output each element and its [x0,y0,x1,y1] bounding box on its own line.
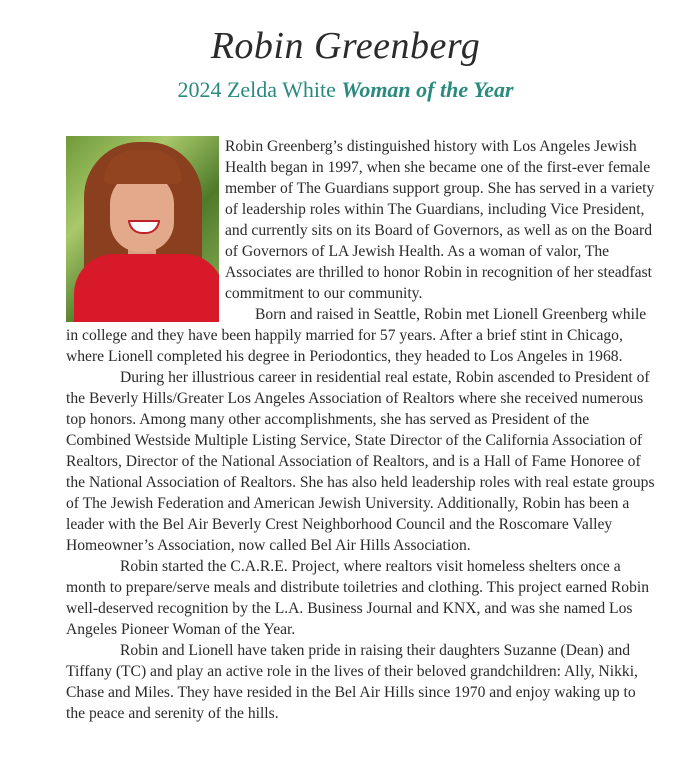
article-body [66,136,656,724]
paragraph-family: Robin and Lionell have taken pride in raising their daughters Suzanne (Dean) and Tiffany (TC) and play an active role in the lives of their beloved grandchildren: Ally, Nikki, Chase and Miles. They have resided in the Bel Air Hills since 1970 and enjoy waking up to the peace and serenity of the hills. [66,642,638,722]
paragraph-care-project: Robin started the C.A.R.E. Project, where realtors visit homeless shelters once a month to prepare/serve meals and distribute toiletries and clothing. This project earned Robin well-deserved recognition by the L.A. Business Journal and KNX, and was she named Los Angeles Pioneer Woman of the Year. [66,558,650,638]
award-subtitle [0,77,691,103]
photo-spacer [66,136,225,325]
paragraph-early-life: Born and raised in Seattle, Robin met Lionell Greenberg while in college and they have been happily married for 57 years. After a brief stint in Chicago, where Lionell completed his degree in Periodontics, they headed to Los Angeles in 1968. [66,306,647,365]
award-subtitle-prefix: 2024 Zelda White [177,77,342,102]
award-subtitle-emphasis: Woman of the Year [341,77,514,102]
paragraph-career: During her illustrious career in residential real estate, Robin ascended to President of the Beverly Hills/Greater Los Angeles Association of Realtors where she received numerous top honors. Among many other accomplishments, she has served as President of the Combined Westside Multiple Listing Service, State Director of the California Association of Realtors, Director of the National Association of Realtors, and is a Hall of Fame Honoree of the National Association of Realtors. She has also held leadership roles with real estate groups of The Jewish Federation and American Jewish University. Additionally, Robin has been a leader with the Bel Air Beverly Crest Neighborhood Council and the Roscomare Valley Homeowner’s Association, now called Bel Air Hills Association. [66,369,655,554]
paragraph-intro: Robin Greenberg’s distinguished history with Los Angeles Jewish Health began in 1997, when she became one of the first-ever female member of The Guardians support group. She has served in a variety of leadership roles within The Guardians, including Vice President, and currently sits on its Board of Governors, as well as on the Board of Governors of LA Jewish Health. As a woman of valor, The Associates are thrilled to honor Robin in recognition of her steadfast commitment to our community. [225,138,655,302]
page-title: Robin Greenberg [210,25,481,67]
